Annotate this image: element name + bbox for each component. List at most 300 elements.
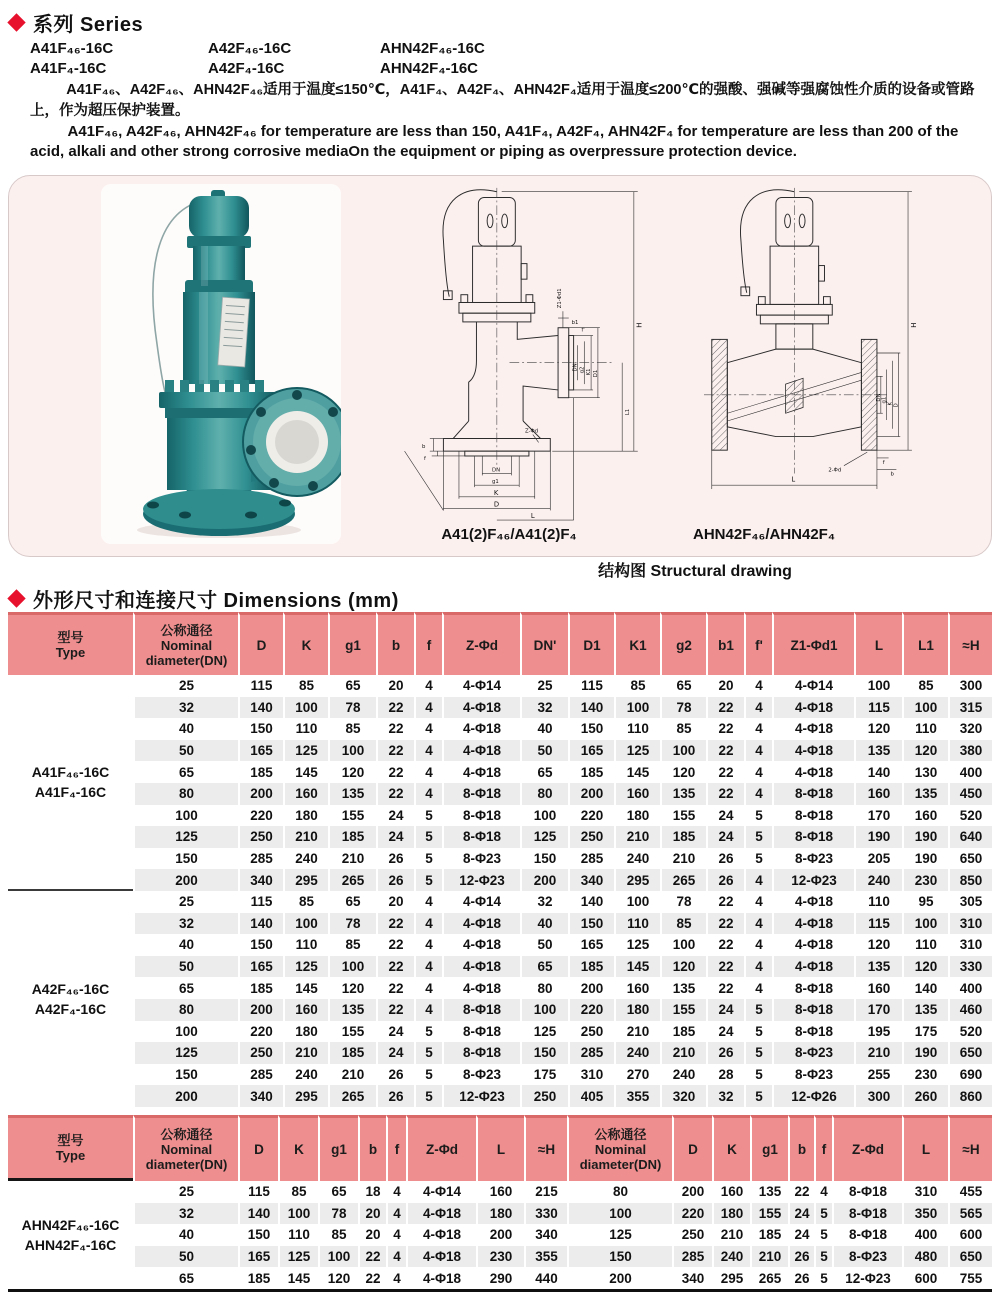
table-cell: 12-Φ23	[772, 869, 854, 891]
table-cell: 4-Φ18	[442, 718, 520, 740]
header-type-en: Type	[55, 645, 86, 660]
table-cell: 100	[902, 697, 948, 719]
header-g1: g1	[328, 612, 376, 675]
table-cell: 8-Φ18	[832, 1224, 902, 1246]
table-cell: 400	[948, 761, 992, 783]
table-cell: 32	[133, 913, 238, 935]
table-cell: 8-Φ23	[772, 1064, 854, 1086]
table-cell: 185	[238, 761, 283, 783]
table-cell: 8-Φ18	[772, 805, 854, 827]
table-cell: 145	[614, 956, 660, 978]
table-cell: 4-Φ14	[442, 891, 520, 913]
table-cell: 260	[902, 1085, 948, 1107]
header-L: L	[902, 1115, 948, 1181]
table-cell: 125	[133, 1042, 238, 1064]
table-cell: 4	[414, 956, 442, 978]
table-cell: 175	[520, 1064, 568, 1086]
table-cell: 65	[133, 977, 238, 999]
table-cell: 125	[614, 934, 660, 956]
header-K: K	[283, 612, 328, 675]
table-cell: 155	[660, 999, 706, 1021]
table-cell: 85	[614, 675, 660, 697]
table-cell: 85	[278, 1181, 318, 1203]
table-cell: 4	[414, 761, 442, 783]
table-cell: 450	[948, 783, 992, 805]
table-cell: 455	[948, 1181, 992, 1203]
table-cell: 26	[788, 1267, 814, 1289]
header-K: K	[712, 1115, 750, 1181]
table-cell: 4	[414, 783, 442, 805]
table-cell: 4-Φ18	[442, 697, 520, 719]
table-cell: 24	[376, 805, 414, 827]
model-ahn42f46: AHN42F₄₆-16C	[380, 40, 485, 57]
table-cell: 24	[376, 1021, 414, 1043]
table-cell: 5	[414, 848, 442, 870]
table-cell: 135	[854, 740, 902, 762]
table-cell: 78	[318, 1203, 358, 1225]
table-cell: 22	[376, 977, 414, 999]
table-cell: 125	[283, 740, 328, 762]
table-cell: 320	[660, 1085, 706, 1107]
table-cell: 265	[660, 869, 706, 891]
header-dn-en2: diameter(DN)	[145, 652, 228, 668]
table-cell: 12-Φ23	[442, 1085, 520, 1107]
table-cell: 4-Φ18	[406, 1224, 476, 1246]
table-cell: 230	[902, 869, 948, 891]
table-cell: 150	[238, 718, 283, 740]
table-row	[8, 1042, 992, 1064]
table-cell: 24	[706, 999, 744, 1021]
table-cell: 25	[133, 891, 238, 913]
table-cell: 80	[520, 977, 568, 999]
table-cell: 12-Φ23	[442, 869, 520, 891]
table-cell: 110	[614, 913, 660, 935]
table-cell: 22	[376, 913, 414, 935]
table-cell: 135	[902, 999, 948, 1021]
table-cell: 155	[750, 1203, 788, 1225]
table-row	[8, 1203, 992, 1225]
table-cell: 355	[524, 1246, 567, 1268]
table-cell: 8-Φ18	[442, 805, 520, 827]
table-cell: 125	[520, 1021, 568, 1043]
svg-text:Z-Φd: Z-Φd	[525, 428, 539, 435]
table-cell: 22	[376, 761, 414, 783]
type-label-line: AHN42F₄₆-16C	[21, 1216, 120, 1233]
table-cell: 240	[283, 1064, 328, 1086]
table-cell: 25	[133, 1181, 238, 1203]
header-type	[8, 612, 133, 675]
type-label	[8, 1181, 133, 1289]
table-cell: 250	[238, 1042, 283, 1064]
table-cell: 160	[476, 1181, 524, 1203]
table-cell: 5	[744, 848, 772, 870]
table-cell: 340	[238, 869, 283, 891]
table-cell: 32	[520, 697, 568, 719]
table-cell: 210	[328, 1064, 376, 1086]
table-row	[8, 675, 992, 697]
table-cell: 135	[660, 783, 706, 805]
table-cell: 170	[854, 999, 902, 1021]
table-cell: 120	[854, 934, 902, 956]
header-dn-cn: 公称通径	[594, 1127, 647, 1142]
table-cell: 200	[568, 977, 614, 999]
table-cell: 185	[328, 1042, 376, 1064]
table-cell: 210	[660, 848, 706, 870]
table-cell: 28	[706, 1064, 744, 1086]
table-cell: 8-Φ23	[772, 848, 854, 870]
table-cell: 26	[376, 1064, 414, 1086]
table-cell: 210	[283, 1042, 328, 1064]
table-cell: 165	[568, 740, 614, 762]
header-dn-en1: Nominal	[594, 1142, 647, 1157]
table-cell: 65	[328, 675, 376, 697]
table-cell: 200	[520, 869, 568, 891]
table-cell: 145	[283, 761, 328, 783]
table-cell: 22	[706, 718, 744, 740]
table-cell: 185	[568, 761, 614, 783]
table-cell: 265	[328, 869, 376, 891]
table-cell: 285	[238, 1064, 283, 1086]
table-cell: 310	[948, 934, 992, 956]
table-row	[8, 718, 992, 740]
table-cell: 520	[948, 1021, 992, 1043]
table-cell: 240	[660, 1064, 706, 1086]
table-cell: 4-Φ18	[772, 697, 854, 719]
table-cell: 22	[376, 740, 414, 762]
table-cell: 200	[567, 1267, 672, 1289]
table-cell: 150	[238, 1224, 278, 1246]
table-cell: 22	[376, 999, 414, 1021]
table-cell: 85	[328, 718, 376, 740]
table-cell: 4	[414, 697, 442, 719]
table-cell: 22	[788, 1181, 814, 1203]
diamond-icon	[7, 589, 25, 607]
table-cell: 180	[614, 805, 660, 827]
header-Z-Φd: Z-Φd	[442, 612, 520, 675]
caption-ahn42: AHN42F₄₆/AHN42F₄	[693, 526, 835, 543]
table-cell: 115	[854, 913, 902, 935]
table-cell: 755	[948, 1267, 992, 1289]
table-cell: 115	[854, 697, 902, 719]
table-cell: 120	[660, 956, 706, 978]
table-cell: 155	[328, 1021, 376, 1043]
table-cell: 200	[238, 783, 283, 805]
table-cell: 185	[328, 826, 376, 848]
table-cell: 32	[133, 697, 238, 719]
table-cell: 130	[902, 761, 948, 783]
table-cell: 150	[568, 913, 614, 935]
header-D: D	[672, 1115, 712, 1181]
table-cell: 4	[744, 718, 772, 740]
table-cell: 4-Φ14	[772, 675, 854, 697]
table-cell: 4	[744, 913, 772, 935]
table-cell: 65	[520, 956, 568, 978]
table-cell: 22	[706, 891, 744, 913]
table-row	[8, 805, 992, 827]
table-cell: 150	[133, 848, 238, 870]
table-cell: 65	[660, 675, 706, 697]
table-cell: 22	[706, 956, 744, 978]
svg-text:2-Φd: 2-Φd	[828, 467, 842, 474]
table-cell: 145	[278, 1267, 318, 1289]
table-cell: 350	[902, 1203, 948, 1225]
table-cell: 320	[948, 718, 992, 740]
table-cell: 4	[814, 1181, 832, 1203]
drawing-a41-labels	[422, 288, 644, 520]
model-a41f4: A41F₄-16C	[30, 60, 107, 77]
table-cell: 250	[520, 1085, 568, 1107]
header-dn-en1: Nominal	[160, 1142, 213, 1157]
table-cell: 650	[948, 1042, 992, 1064]
table-cell: 4-Φ18	[406, 1246, 476, 1268]
table-cell: 22	[706, 740, 744, 762]
header-dn-cn: 公称通径	[160, 622, 213, 638]
type-label	[8, 675, 133, 891]
table-cell: 65	[328, 891, 376, 913]
table-cell: 26	[706, 1042, 744, 1064]
table-cell: 160	[283, 783, 328, 805]
table-row	[8, 891, 992, 913]
table-cell: 5	[744, 1064, 772, 1086]
table-cell: 5	[744, 826, 772, 848]
table-cell: 4-Φ18	[772, 740, 854, 762]
table-row	[8, 1085, 992, 1107]
table-cell: 125	[133, 826, 238, 848]
type-label-line: AHN42F₄-16C	[24, 1236, 117, 1253]
table-cell: 115	[238, 891, 283, 913]
table-cell: 160	[854, 783, 902, 805]
table-cell: 135	[660, 977, 706, 999]
table-cell: 100	[283, 913, 328, 935]
table-cell: 8-Φ18	[442, 1042, 520, 1064]
svg-text:D: D	[493, 500, 500, 509]
table-cell: 240	[614, 848, 660, 870]
header-g1: g1	[750, 1115, 788, 1181]
table-cell: 4-Φ18	[772, 956, 854, 978]
table-cell: 26	[376, 848, 414, 870]
svg-text:H: H	[909, 322, 918, 328]
header-D: D	[238, 1115, 278, 1181]
table-cell: 230	[902, 1064, 948, 1086]
table-cell: 26	[706, 848, 744, 870]
table-cell: 5	[744, 1085, 772, 1107]
table-cell: 5	[744, 1042, 772, 1064]
table-cell: 270	[614, 1064, 660, 1086]
table-cell: 4	[744, 977, 772, 999]
svg-text:f': f'	[581, 327, 585, 334]
table-cell: 4-Φ18	[772, 761, 854, 783]
table-cell: 330	[524, 1203, 567, 1225]
table-cell: 85	[283, 675, 328, 697]
table-cell: 135	[902, 783, 948, 805]
header-dn-cn: 公称通径	[160, 1127, 213, 1142]
table-cell: 100	[614, 697, 660, 719]
table-cell: 310	[568, 1064, 614, 1086]
table-cell: 115	[238, 675, 283, 697]
table-cell: 160	[854, 977, 902, 999]
table-cell: 100	[283, 697, 328, 719]
table-row	[8, 697, 992, 719]
table-cell: 22	[706, 977, 744, 999]
table-cell: 135	[328, 783, 376, 805]
table-cell: 20	[376, 675, 414, 697]
table-cell: 80	[520, 783, 568, 805]
table-cell: 8-Φ18	[442, 1021, 520, 1043]
table-cell: 4-Φ18	[406, 1267, 476, 1289]
svg-text:g1: g1	[881, 396, 888, 404]
table-cell: 20	[358, 1203, 386, 1225]
table-cell: 195	[854, 1021, 902, 1043]
t2-header-row	[8, 1115, 992, 1181]
table-cell: 50	[133, 740, 238, 762]
table-cell: 24	[788, 1203, 814, 1225]
table-cell: 185	[238, 1267, 278, 1289]
header-type	[8, 1115, 133, 1181]
table-cell: 120	[854, 718, 902, 740]
table-row	[8, 848, 992, 870]
table-cell: 85	[318, 1224, 358, 1246]
type-label-line: A42F₄-16C	[34, 1000, 107, 1017]
table-cell: 340	[672, 1267, 712, 1289]
table-cell: 185	[750, 1224, 788, 1246]
type-label-line: A42F₄₆-16C	[31, 980, 110, 997]
header-b: b	[358, 1115, 386, 1181]
table-cell: 220	[238, 1021, 283, 1043]
table-cell: 4-Φ18	[442, 934, 520, 956]
table-cell: 65	[520, 761, 568, 783]
table-cell: 24	[706, 826, 744, 848]
table-cell: 22	[376, 718, 414, 740]
table-cell: 5	[814, 1246, 832, 1268]
table-cell: 400	[902, 1224, 948, 1246]
table-cell: 40	[520, 913, 568, 935]
table-cell: 180	[614, 999, 660, 1021]
table-row	[8, 999, 992, 1021]
type-label-line: A41F₄-16C	[34, 783, 107, 800]
table-cell: 125	[614, 740, 660, 762]
table-cell: 4-Φ18	[772, 718, 854, 740]
table-cell: 25	[133, 675, 238, 697]
table-cell: 100	[328, 956, 376, 978]
table-cell: 250	[238, 826, 283, 848]
table-cell: 26	[376, 1085, 414, 1107]
table-cell: 5	[414, 1042, 442, 1064]
dimensions-section-title	[10, 584, 399, 613]
header-≈H: ≈H	[948, 1115, 992, 1181]
svg-text:b: b	[422, 444, 426, 451]
table-cell: 78	[660, 697, 706, 719]
header-L1: L1	[902, 612, 948, 675]
table-cell: 185	[660, 1021, 706, 1043]
table-cell: 4-Φ18	[442, 740, 520, 762]
table-cell: 4	[414, 675, 442, 697]
table-cell: 150	[238, 934, 283, 956]
svg-text:f: f	[882, 459, 885, 466]
table-cell: 110	[614, 718, 660, 740]
table-cell: 145	[283, 977, 328, 999]
table-cell: 50	[133, 1246, 238, 1268]
table-cell: 8-Φ18	[442, 999, 520, 1021]
table-cell: 190	[902, 848, 948, 870]
table-cell: 295	[614, 869, 660, 891]
table-cell: 18	[358, 1181, 386, 1203]
table-cell: 24	[376, 1042, 414, 1064]
dimensions-table-1	[8, 612, 992, 1107]
table-cell: 315	[948, 697, 992, 719]
table-cell: 150	[567, 1246, 672, 1268]
table-cell: 100	[660, 934, 706, 956]
header-dn-en2: diameter(DN)	[579, 1157, 662, 1172]
table-cell: 355	[614, 1085, 660, 1107]
table-cell: 100	[278, 1203, 318, 1225]
table-cell: 65	[133, 761, 238, 783]
table-cell: 12-Φ23	[832, 1267, 902, 1289]
svg-text:H: H	[635, 322, 644, 328]
header-nominal-diameter	[133, 1115, 238, 1181]
table-cell: 4	[414, 740, 442, 762]
table-cell: 380	[948, 740, 992, 762]
table-cell: 50	[520, 740, 568, 762]
table-cell: 5	[414, 805, 442, 827]
table-cell: 8-Φ23	[442, 848, 520, 870]
table-cell: 22	[376, 783, 414, 805]
table-cell: 4	[414, 934, 442, 956]
table-cell: 120	[660, 761, 706, 783]
table-cell: 200	[133, 869, 238, 891]
table-cell: 100	[328, 740, 376, 762]
table-cell: 4	[744, 740, 772, 762]
table-cell: 285	[238, 848, 283, 870]
svg-text:K: K	[887, 401, 894, 406]
table-cell: 160	[902, 805, 948, 827]
table-cell: 22	[706, 934, 744, 956]
header-b: b	[788, 1115, 814, 1181]
table-row	[8, 913, 992, 935]
table-cell: 8-Φ18	[442, 826, 520, 848]
table-cell: 115	[238, 1181, 278, 1203]
table-cell: 8-Φ18	[442, 783, 520, 805]
table-cell: 180	[283, 805, 328, 827]
table-cell: 150	[520, 848, 568, 870]
table-cell: 24	[706, 805, 744, 827]
table-cell: 210	[283, 826, 328, 848]
table-cell: 240	[854, 869, 902, 891]
table-cell: 5	[744, 805, 772, 827]
table-cell: 135	[750, 1181, 788, 1203]
table-cell: 640	[948, 826, 992, 848]
table-row	[8, 1064, 992, 1086]
table-cell: 520	[948, 805, 992, 827]
table-cell: 4	[414, 999, 442, 1021]
table-row	[8, 740, 992, 762]
svg-text:K: K	[493, 488, 499, 497]
header-≈H: ≈H	[524, 1115, 567, 1181]
table-cell: 24	[706, 1021, 744, 1043]
table-cell: 4-Φ14	[406, 1181, 476, 1203]
table-cell: 650	[948, 1246, 992, 1268]
header-nominal-diameter	[567, 1115, 672, 1181]
table-cell: 12-Φ26	[772, 1085, 854, 1107]
table-cell: 8-Φ18	[772, 783, 854, 805]
table-cell: 140	[568, 697, 614, 719]
table-cell: 100	[614, 891, 660, 913]
table-cell: 4	[744, 761, 772, 783]
table-cell: 155	[328, 805, 376, 827]
table-cell: 8-Φ18	[772, 999, 854, 1021]
table-cell: 110	[278, 1224, 318, 1246]
table-cell: 4	[414, 891, 442, 913]
table-cell: 210	[712, 1224, 750, 1246]
